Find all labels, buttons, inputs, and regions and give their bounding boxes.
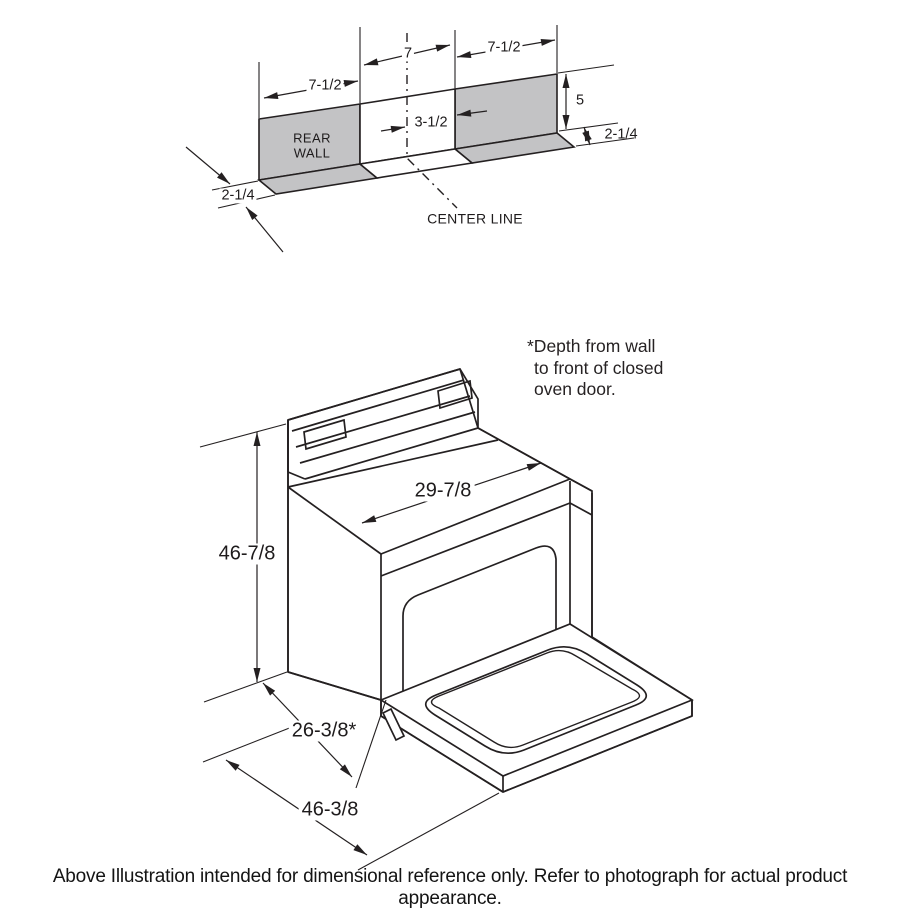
dim-right-width: 7-1/2 [487,39,521,56]
dim-depth-closed-door: 26-3/8* [289,721,360,742]
dim-center-width: 7 [403,45,413,62]
depth-footnote-line2: to front of closed [534,357,664,378]
depth-footnote-line1: *Depth from wall [527,336,656,356]
dim-floor-depth-right: 2-1/4 [604,126,638,143]
rear-wall-label [293,131,331,160]
rear-wall-label-line2: WALL [293,145,331,160]
dim-left-width: 7-1/2 [308,77,342,94]
dim-floor-depth-left: 2-1/4 [221,187,255,204]
dim-overall-height: 46-7/8 [216,544,279,565]
dim-depth-open-door: 46-3/8 [299,800,362,821]
range-isometric-drawing [200,369,692,870]
depth-footnote [527,336,663,401]
dim-outlet-offset: 3-1/2 [414,114,448,131]
center-line-label: CENTER LINE [427,210,523,227]
rear-wall-label-line1: REAR [293,130,331,146]
dim-overall-width: 29-7/8 [412,481,475,502]
depth-footnote-line3: oven door. [534,379,616,399]
dim-wall-height: 5 [575,92,585,109]
bottom-caption: Above Illustration intended for dimensional reference only. Refer to photograph for actual product appearance. [52,866,848,909]
